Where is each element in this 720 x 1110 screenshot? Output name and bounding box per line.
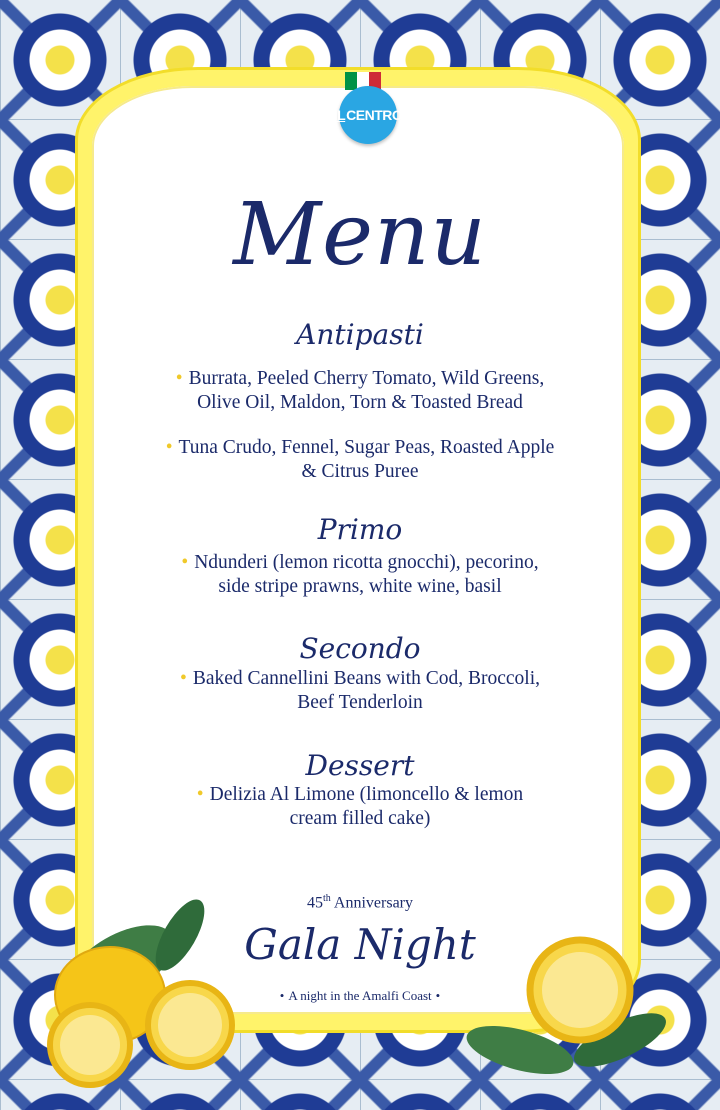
item-line: Tuna Crudo, Fennel, Sugar Peas, Roasted Apple — [178, 437, 555, 458]
anniversary-suffix: th — [323, 893, 331, 904]
menu-item — [130, 783, 590, 831]
menu-item — [130, 551, 590, 599]
item-line: side stripe prawns, white wine, basil — [218, 576, 502, 597]
bullet-icon: • — [180, 668, 187, 689]
menu-item — [130, 667, 590, 715]
logo-prefix: IL — [333, 107, 346, 123]
item-line: Beef Tenderloin — [297, 692, 423, 713]
item-line: cream filled cake) — [289, 808, 431, 829]
lemon-pulp — [158, 993, 222, 1057]
logo-badge — [333, 86, 403, 144]
lemon-pulp — [60, 1015, 120, 1075]
menu-title: Menu — [233, 185, 487, 285]
event-title: Gala Night — [244, 920, 476, 969]
bullet-icon: • — [196, 784, 204, 805]
item-line: Baked Cannellini Beans with Cod, Broccoli, — [192, 668, 540, 689]
anniversary-number: 45 — [307, 894, 323, 912]
bullet-icon: • — [279, 988, 285, 1003]
lemon-left-illustration — [30, 895, 260, 1095]
tagline-text: A night in the Amalfi Coast — [288, 988, 432, 1003]
lemon-pulp — [542, 952, 618, 1028]
item-line: Delizia Al Limone (limoncello & lemon — [209, 784, 524, 805]
item-line: Burrata, Peeled Cherry Tomato, Wild Greens, — [188, 368, 545, 389]
item-line: Olive Oil, Maldon, Torn & Toasted Bread — [197, 392, 523, 413]
il-centro-logo — [333, 72, 403, 160]
item-line: & Citrus Puree — [301, 461, 419, 482]
bullet-icon: • — [181, 552, 189, 573]
menu-item — [130, 436, 590, 484]
item-line: Ndunderi (lemon ricotta gnocchi), pecorino, — [194, 552, 539, 573]
logo-name: CENTRO — [346, 107, 403, 123]
bullet-icon: • — [435, 988, 441, 1003]
bullet-icon: • — [165, 437, 173, 458]
section-title-antipasti: Antipasti — [296, 318, 424, 351]
bullet-icon: • — [175, 368, 183, 389]
section-title-dessert: Dessert — [305, 749, 415, 782]
lemon-right-illustration — [450, 930, 680, 1100]
section-title-secondo: Secondo — [299, 632, 421, 665]
section-title-primo: Primo — [317, 513, 403, 546]
menu-item — [130, 367, 590, 415]
anniversary-text: Anniversary — [333, 894, 413, 912]
